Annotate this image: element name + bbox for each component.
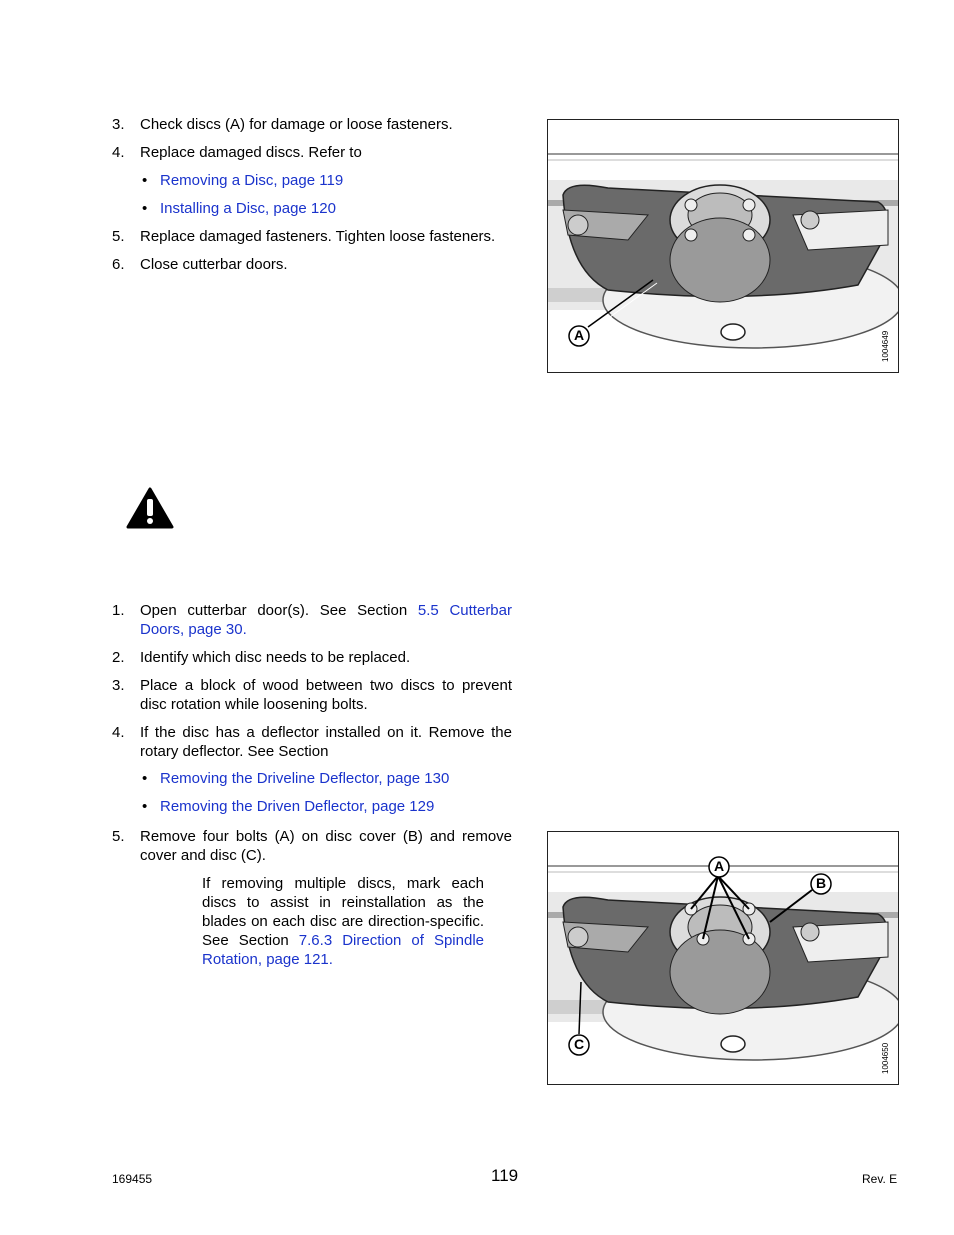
link-installing-disc[interactable]: Installing a Disc, page 120 bbox=[160, 200, 336, 217]
step-text: Replace damaged fasteners. Tighten loose fasteners. bbox=[140, 228, 496, 245]
step-number: 4. bbox=[112, 144, 125, 161]
link-driveline-deflector[interactable]: Removing the Driveline Deflector, page 130 bbox=[160, 770, 450, 787]
step-text: Replace damaged discs. Refer to bbox=[140, 144, 362, 161]
link-cutterbar-doors[interactable]: 5.5 Cutterbar Doors, page 30 bbox=[140, 602, 512, 638]
link-driven-deflector[interactable]: Removing the Driven Deflector, page 129 bbox=[160, 798, 435, 815]
link-removing-disc[interactable]: Removing a Disc, page 119 bbox=[160, 172, 344, 189]
figure-id: 1004650 bbox=[881, 1042, 890, 1074]
callout-a: A bbox=[714, 858, 725, 874]
callout-a: A bbox=[574, 327, 585, 343]
link-spindle-rotation[interactable]: 7.6.3 Direction of Spindle Rotation, page 121 bbox=[202, 932, 484, 968]
figure-disc-inspection bbox=[547, 119, 899, 373]
page-number: 119 bbox=[491, 1166, 519, 1185]
warning-triangle-icon bbox=[126, 487, 174, 533]
revision: Rev. E bbox=[862, 1172, 898, 1186]
note-direction-specific: If removing multiple discs, mark each discs to assist in reinstallation as the blades on each disc are direction-specific. See Section 7.6.3 Direction of Spindle Rotation, page 121. bbox=[202, 875, 484, 968]
disc-illustration bbox=[548, 120, 898, 372]
step-number: 3. bbox=[112, 116, 125, 133]
doc-number: 169455 bbox=[112, 1172, 153, 1186]
figure-id: 1004649 bbox=[881, 330, 890, 362]
step-text: Check discs (A) for damage or loose fasteners. bbox=[140, 116, 453, 133]
callout-b: B bbox=[816, 875, 827, 891]
callout-c: C bbox=[574, 1036, 585, 1052]
step-number: 5. bbox=[112, 228, 125, 245]
step-number: 6. bbox=[112, 256, 125, 273]
figure-disc-removal bbox=[547, 831, 899, 1085]
step-text: Close cutterbar doors. bbox=[140, 256, 288, 273]
